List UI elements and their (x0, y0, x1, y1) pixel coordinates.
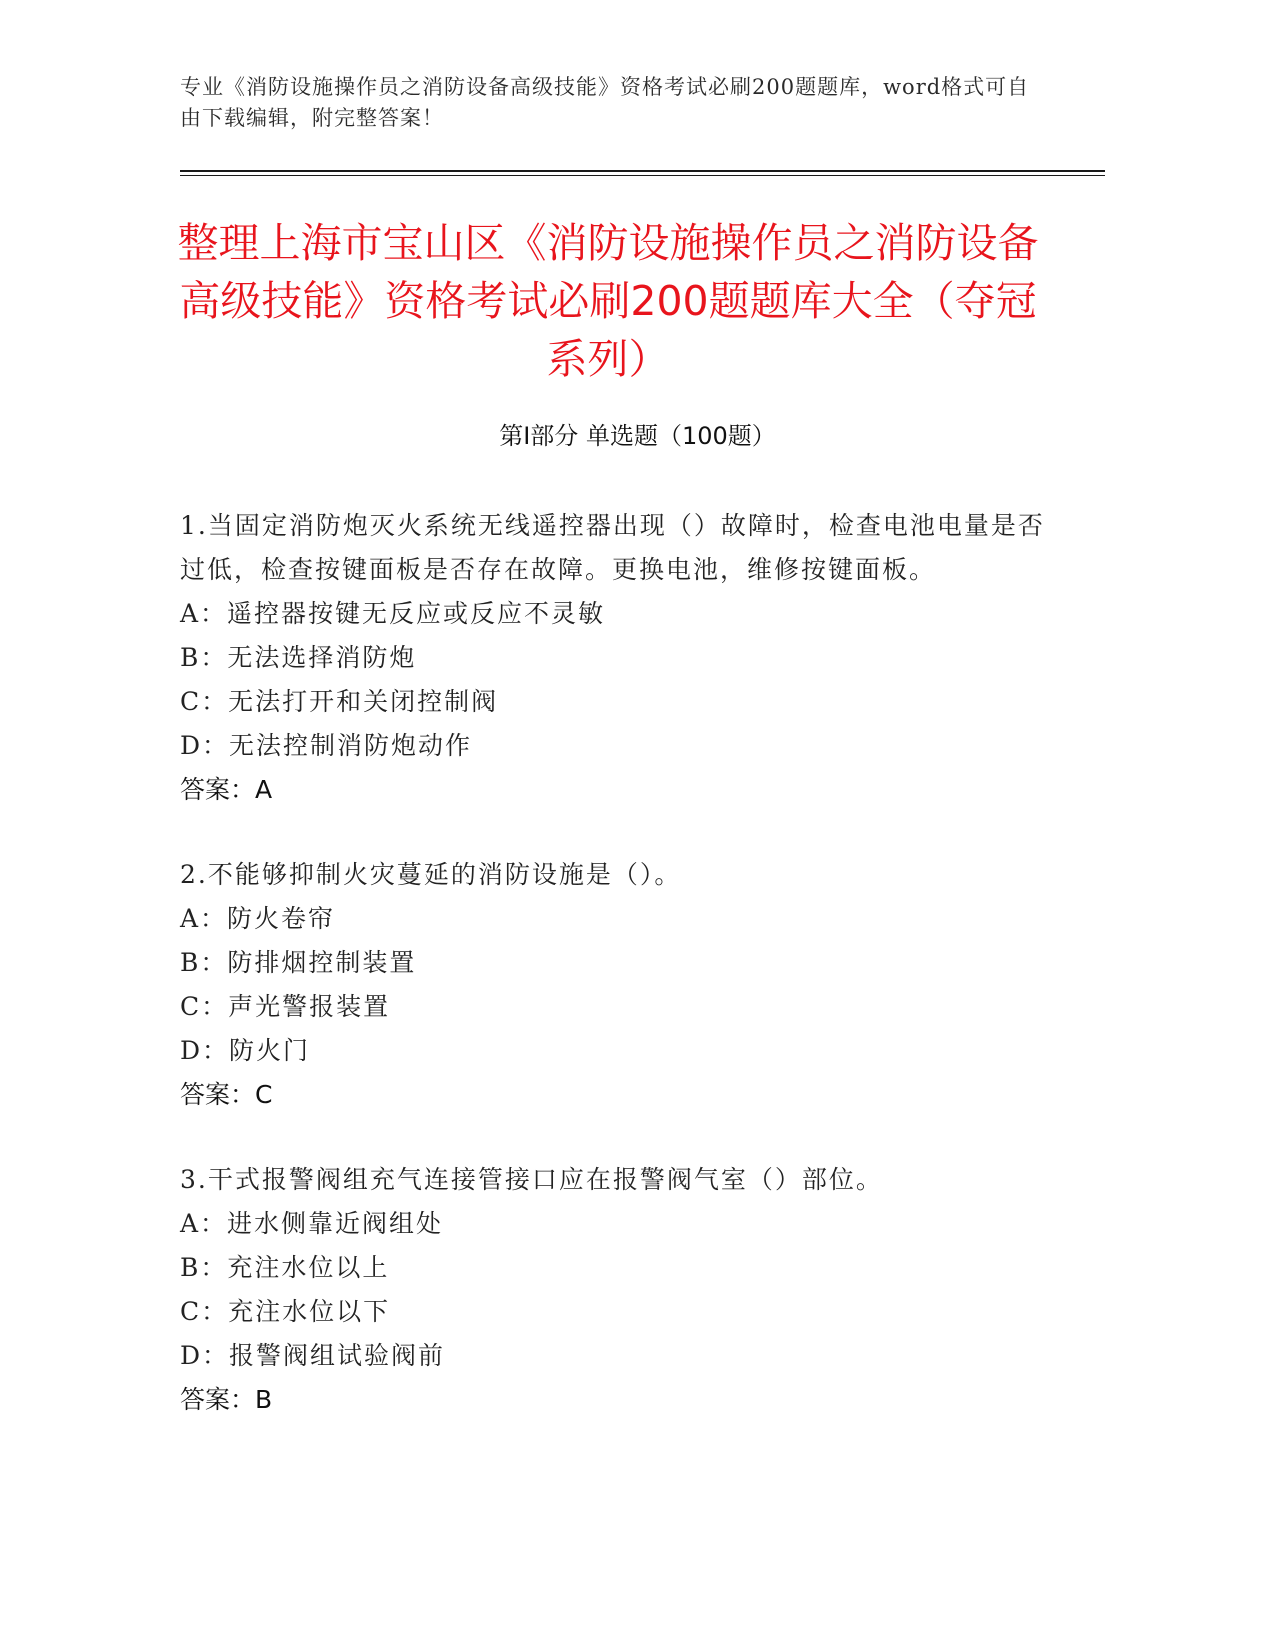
question-3 (180, 1158, 1060, 1422)
question-2 (180, 853, 1060, 1117)
option-b: B：防排烟控制装置 (180, 948, 417, 977)
question-stem: 2.不能够抑制火灾蔓延的消防设施是（）。 (180, 860, 682, 889)
header-divider-thick (180, 170, 1105, 172)
document-title: 整理上海市宝山区《消防设施操作员之消防设备高级技能》资格考试必刷200题题库大全（夺冠系列） (177, 219, 1039, 383)
option-c: C：声光警报装置 (180, 992, 391, 1021)
option-c: C：无法打开和关闭控制阀 (180, 687, 499, 716)
question-1 (180, 504, 1060, 812)
option-c: C：充注水位以下 (180, 1297, 391, 1326)
option-b: B：无法选择消防炮 (180, 643, 417, 672)
section-heading: 第Ⅰ部分 单选题（100题） (499, 422, 776, 450)
option-d: D：报警阀组试验阀前 (180, 1341, 446, 1370)
option-d: D：防火门 (180, 1036, 311, 1065)
option-d: D：无法控制消防炮动作 (180, 731, 473, 760)
header-note: 专业《消防设施操作员之消防设备高级技能》资格考试必刷200题题库，word格式可自由下载编辑，附完整答案！ (180, 75, 1030, 130)
header-divider-thin (180, 175, 1105, 176)
answer-line: 答案：A (180, 775, 273, 804)
option-a: A：遥控器按键无反应或反应不灵敏 (180, 599, 606, 628)
question-stem: 1.当固定消防炮灭火系统无线遥控器出现（）故障时，检查电池电量是否过低，检查按键面板是否存在故障。更换电池，维修按键面板。 (180, 511, 1045, 584)
option-a: A：防火卷帘 (180, 904, 336, 933)
answer-line: 答案：B (180, 1385, 273, 1414)
option-b: B：充注水位以上 (180, 1253, 390, 1282)
option-a: A：进水侧靠近阀组处 (180, 1209, 444, 1238)
question-stem: 3.干式报警阀组充气连接管接口应在报警阀气室（）部位。 (180, 1165, 883, 1194)
answer-line: 答案：C (180, 1080, 273, 1109)
